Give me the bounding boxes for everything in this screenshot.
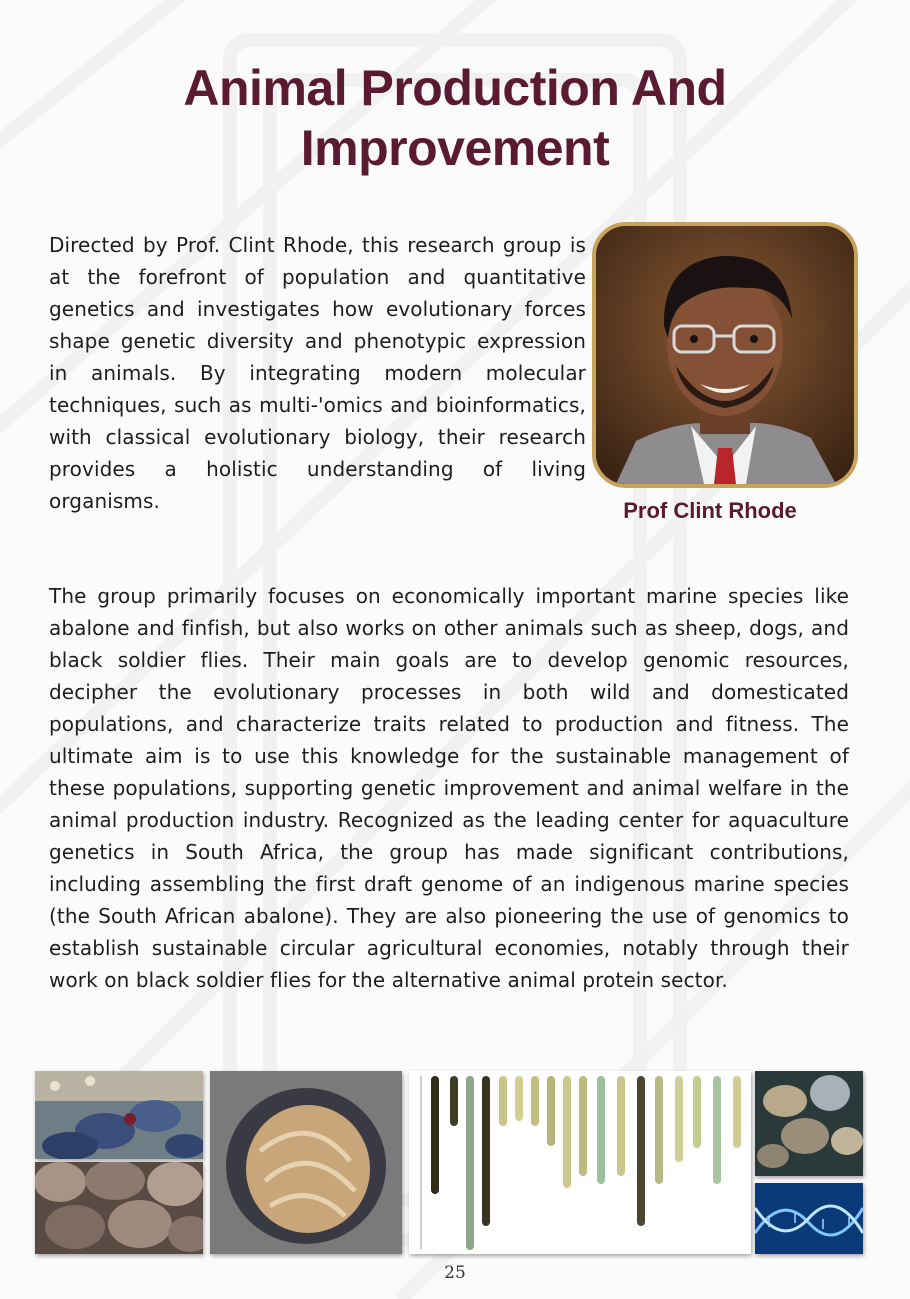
intro-paragraph: Directed by Prof. Clint Rhode, this research group is at the forefront of population and quantitative genetics and investigates how evolutionary forces shape genetic diversity and phenotypic expression in animals. By integrating modern molecular techniques, such as multi-'omics and bioinformatics, with classical evolutionary biology, their research provides a holistic understanding of living organisms. [49, 233, 586, 513]
portrait-caption: Prof Clint Rhode [623, 498, 797, 523]
abalone-closeup-image [210, 1071, 402, 1254]
genome-chromosome-map [409, 1071, 751, 1254]
abalone-rocks-image [35, 1071, 203, 1159]
chromosome-bars [431, 1076, 741, 1250]
page-title: Animal Production And Improvement [183, 60, 727, 176]
page-number: 25 [444, 1263, 466, 1283]
dna-helix-image [755, 1183, 863, 1254]
focus-paragraph: The group primarily focuses on economically important marine species like abalone and finfish, but also works on other animals such as sheep, dogs, and black soldier flies. Their main goals are to develop genomic resources, decipher the evolutionary processes in both wild and domesticated populations, and characterize traits related to production and fitness. The ultimate aim is to use this knowledge for the sustainable management of these populations, supporting genetic improvement and animal welfare in the animal production industry. Recognized as the leading center for aquaculture genetics in South Africa, the group has made significant contributions, including assembling the first draft genome of an indigenous marine species (the South African abalone). They are also pioneering the use of genomics to establish sustainable circular agricultural economies, notably through their work on black soldier flies for the alternative animal protein sector. [49, 584, 849, 992]
abalone-shells-image [35, 1162, 203, 1254]
portrait-illustration [596, 226, 854, 484]
abalone-group-image [755, 1071, 863, 1176]
portrait-photo [592, 222, 858, 488]
